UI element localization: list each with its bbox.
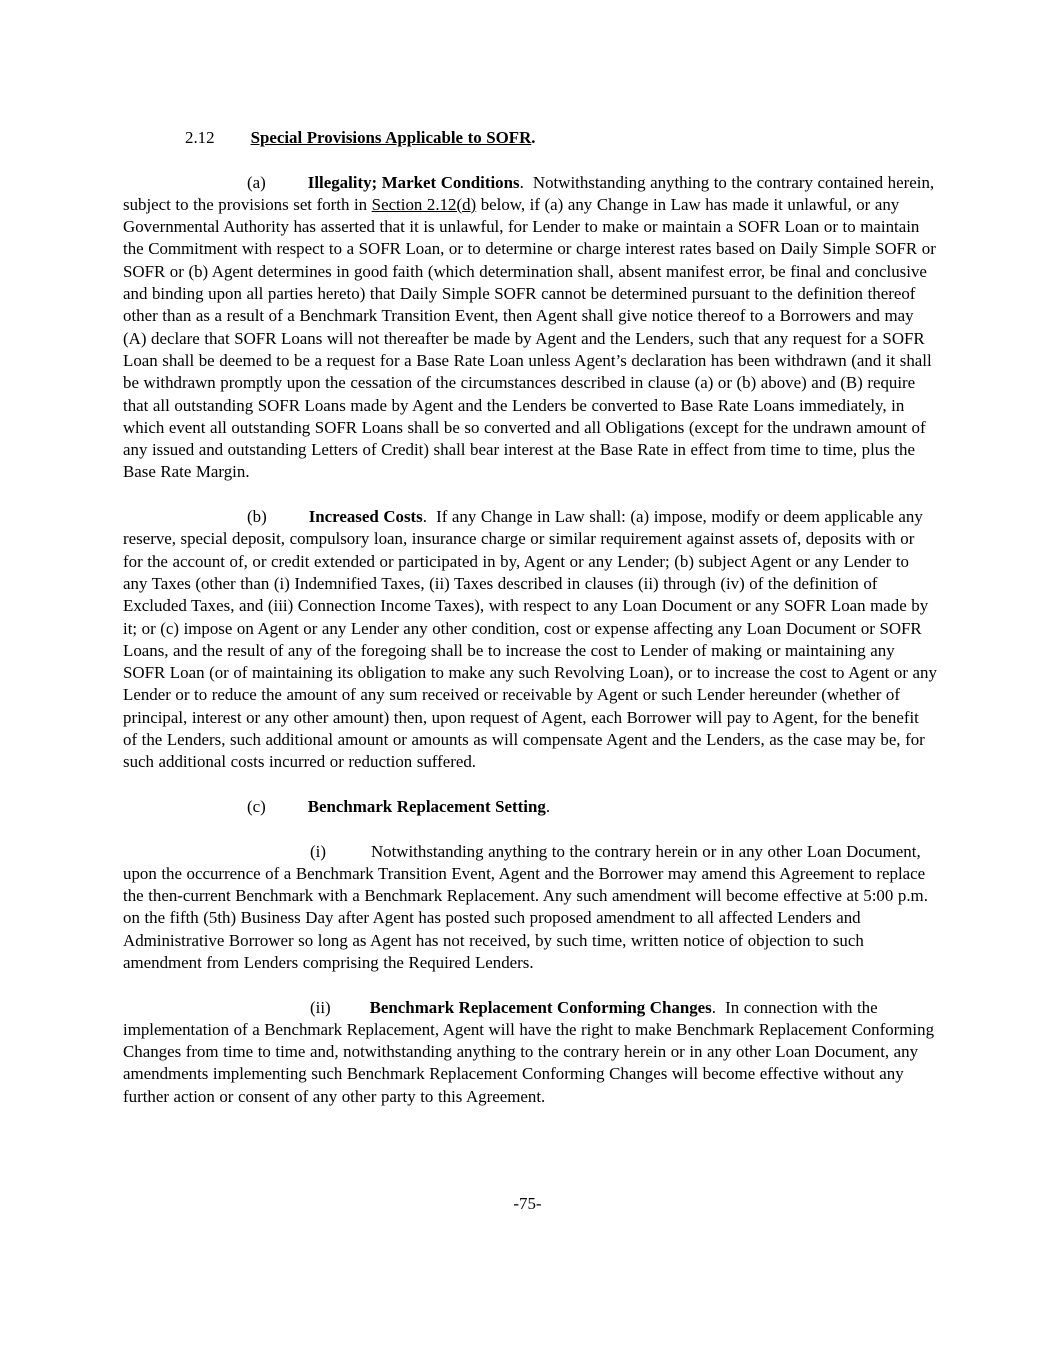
paragraph-c-i-text: Notwithstanding anything to the contrary herein or in any other Loan Document, upon the occurrence of a Benchmark Transition Event, Agent and the Borrower may amend this Agreement to replace the then-current Benchmark with a Benchmark Replacement. Any such amendment will become effective at 5:00 p.m. on the fifth (5th) Business Day after Agent has posted such proposed amendment to all affected Lenders and Administrative Borrower so long as Agent has not received, by such time, written notice of objection to such amendment from Lenders comprising the Required Lenders. [123,841,928,972]
paragraph-a-text: . Notwithstanding anything to the contrary contained herein, subject to the provisions set forth in [123,172,935,214]
section-title: Special Provisions Applicable to SOFR [250,128,532,147]
section-heading [123,127,937,149]
paragraph-c-ii-marker: (ii) [310,997,331,1017]
tab-spacer [326,856,371,857]
paragraph-c-title-period: . [545,796,551,816]
paragraph-c-ii [123,997,937,1108]
document-page [123,0,937,1108]
paragraph-c-marker: (c) [247,796,266,816]
paragraph-a-marker: (a) [247,172,266,192]
paragraph-b-marker: (b) [247,507,267,527]
paragraph-b [123,506,937,774]
section-title-period: . [531,128,536,147]
paragraph-b-title: Increased Costs [308,507,423,527]
tab-spacer [215,142,251,143]
page-number: -75- [513,1194,542,1213]
tab-spacer [331,1012,370,1013]
page-footer [0,1193,1055,1215]
tab-spacer [267,521,309,522]
paragraph-c-ii-title: Benchmark Replacement Conforming Changes [369,997,712,1017]
paragraph-c-i-marker: (i) [310,841,326,861]
paragraph-a-title: Illegality; Market Conditions [307,172,520,192]
paragraph-c-ii-text: . In connection with the implementation of a Benchmark Replacement, Agent will have the right to make Benchmark Replacement Conforming Changes from time to time and, notwithstanding anything to the contrary herein or in any other Loan Document, any amendments implementing such Benchmark Replacement Conforming Changes will become effective without any further action or consent of any other party to this Agreement. [123,997,935,1106]
paragraph-c-title: Benchmark Replacement Setting [307,796,546,816]
paragraph-b-text: . If any Change in Law shall: (a) impose, modify or deem applicable any reserve, special deposit, compulsory loan, insurance charge or similar requirement against assets of, deposits with or for the account of, or credit extended or participated in by, Agent or any Lender; (b) subject Agent or any Lender to any Taxes (other than (i) Indemnified Taxes, (ii) Taxes described in clauses (ii) through (iv) of the definition of Excluded Taxes, and (iii) Connection Income Taxes), with respect to any Loan Document or any SOFR Loan made by it; or (c) impose on Agent or any Lender any other condition, cost or expense affecting any Loan Document or SOFR Loans, and the result of any of the foregoing shall be to increase the cost to Lender of making or maintaining any SOFR Loan (or of maintaining its obligation to make any such Revolving Loan), or to increase the cost to Agent or any Lender or to reduce the amount of any sum received or receivable by Agent or such Lender hereunder (whether of principal, interest or any other amount) then, upon request of Agent, each Borrower will pay to Agent, for the benefit of the Lenders, such additional amount or amounts as will compensate Agent and the Lenders, as the case may be, for such additional costs incurred or reduction suffered. [123,507,937,772]
paragraph-c [123,796,937,818]
tab-spacer [266,187,308,188]
paragraph-a [123,172,937,484]
paragraph-a-text-continued: below, if (a) any Change in Law has made it unlawful, or any Governmental Authority has asserted that it is unlawful, for Lender to make or maintain a SOFR Loan or to maintain the Commitment with respect to a SOFR Loan, or to determine or charge interest rates based on Daily Simple SOFR or SOFR or (b) Agent determines in good faith (which determination shall, absent manifest error, be final and conclusive and binding upon all parties hereto) that Daily Simple SOFR cannot be determined pursuant to the definition thereof other than as a result of a Benchmark Transition Event, then Agent shall give notice thereof to a Borrowers and may (A) declare that SOFR Loans will not thereafter be made by Agent and the Lenders, such that any request for a SOFR Loan shall be deemed to be a request for a Base Rate Loan unless Agent’s declaration has been withdrawn (and it shall be withdrawn promptly upon the cessation of the circumstances described in clause (a) or (b) above) and (B) require that all outstanding SOFR Loans made by Agent and the Lenders be converted to Base Rate Loans immediately, in which event all outstanding SOFR Loans shall be so converted and all Obligations (except for the undrawn amount of any issued and outstanding Letters of Credit) shall bear interest at the Base Rate in effect from time to time, plus the Base Rate Margin. [123,194,936,482]
section-number: 2.12 [185,128,215,147]
paragraph-c-i [123,841,937,975]
section-reference: Section 2.12(d) [371,194,477,214]
tab-spacer [266,811,308,812]
